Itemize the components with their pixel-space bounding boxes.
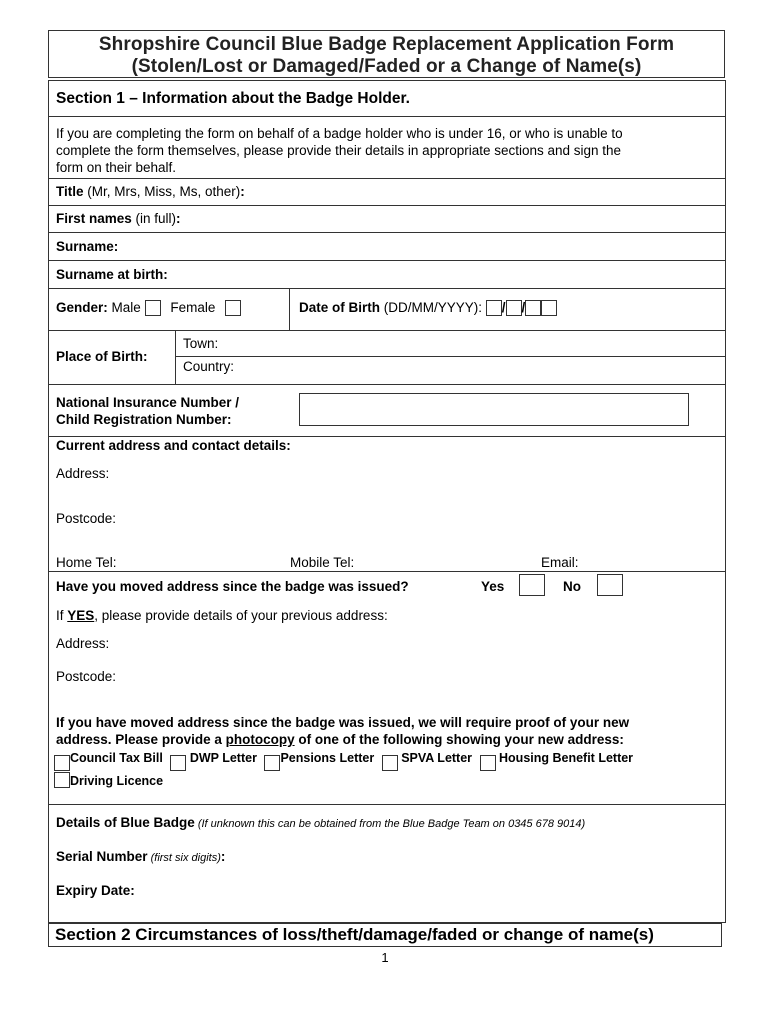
proof-option-pensions: Pensions Letter [280, 751, 375, 766]
place-of-birth-label: Place of Birth: [56, 349, 148, 364]
ni-number-input[interactable] [299, 393, 689, 426]
section1-heading: Section 1 – Information about the Badge Holder. [56, 90, 410, 107]
proof-options-row2 [54, 772, 163, 788]
ni-label [56, 394, 239, 428]
moved-yes-label: Yes [481, 579, 505, 594]
title-colon: : [240, 184, 245, 199]
intro-line2: complete the form themselves, please provide their details in appropriate sections and sign the [56, 143, 622, 158]
ni-label-line1: National Insurance Number / [56, 395, 240, 410]
council-tax-checkbox[interactable] [54, 755, 70, 771]
serial-colon: : [220, 849, 226, 864]
postcode-field[interactable]: Postcode: [56, 511, 117, 526]
ni-label-line2: Child Registration Number: [56, 412, 232, 427]
dwp-checkbox[interactable] [170, 755, 186, 771]
proof-option-council-tax: Council Tax Bill [70, 751, 163, 766]
if-yes-prefix: If [56, 608, 68, 623]
proof-line1: If you have moved address since the badge was issued, we will require proof of your new [56, 715, 630, 730]
serial-hint: (first six digits) [147, 852, 221, 864]
form-title-line2: (Stolen/Lost or Damaged/Faded or a Change of Name(s) [131, 56, 642, 77]
dob-hint: (DD/MM/YYYY): [380, 300, 483, 315]
serial-number-field[interactable] [56, 849, 225, 864]
title-label: Title [56, 184, 84, 199]
proof-line2-c: of one of the following showing your new address: [294, 732, 624, 747]
proof-options [54, 751, 634, 771]
intro-line3: form on their behalf. [56, 160, 177, 175]
serial-label: Serial Number [56, 849, 148, 864]
badge-details [56, 815, 585, 830]
expiry-date-field[interactable]: Expiry Date: [56, 883, 135, 898]
surname-at-birth-field[interactable]: Surname at birth: [56, 267, 168, 282]
title-hint: (Mr, Mrs, Miss, Ms, other) [83, 184, 241, 199]
section2-heading: Section 2 Circumstances of loss/theft/damage/faded or change of name(s) [48, 923, 722, 947]
male-checkbox[interactable] [145, 300, 161, 316]
pensions-checkbox[interactable] [264, 755, 280, 771]
female-checkbox[interactable] [225, 300, 241, 316]
form-title-line1: Shropshire Council Blue Badge Replacement Application Form [98, 34, 675, 55]
email-field[interactable]: Email: [541, 555, 579, 570]
moved-question: Have you moved address since the badge was issued? [56, 579, 409, 594]
if-yes-word: YES [67, 608, 95, 623]
moved-yes-checkbox[interactable] [519, 574, 545, 596]
gender-field [56, 300, 241, 316]
proof-line2-b: photocopy [225, 732, 295, 747]
moved-no-label: No [563, 579, 581, 594]
prev-postcode-field[interactable]: Postcode: [56, 669, 117, 684]
mobile-tel-field[interactable]: Mobile Tel: [290, 555, 355, 570]
first-names-label: First names [56, 211, 132, 226]
prev-address-field[interactable]: Address: [56, 636, 110, 651]
housing-benefit-checkbox[interactable] [480, 755, 496, 771]
proof-option-spva: SPVA Letter [401, 751, 473, 766]
form-title [48, 30, 725, 78]
first-names-field[interactable] [56, 211, 181, 226]
proof-option-driving-licence: Driving Licence [70, 774, 164, 789]
section1-frame [48, 80, 726, 923]
page-number: 1 [381, 950, 389, 965]
first-names-colon: : [176, 211, 181, 226]
surname-field[interactable]: Surname: [56, 239, 119, 254]
town-field[interactable]: Town: [183, 336, 219, 351]
driving-licence-checkbox[interactable] [54, 772, 70, 788]
dob-slash-1: / [501, 300, 506, 315]
intro-line1: If you are completing the form on behalf of a badge holder who is under 16, or who is unable to [56, 126, 623, 141]
proof-line2 [56, 731, 629, 748]
dob-slash-2: / [521, 300, 526, 315]
country-field[interactable]: Country: [183, 359, 235, 374]
spva-checkbox[interactable] [382, 755, 398, 771]
if-yes-suffix: , please provide details of your previous address: [94, 608, 388, 623]
gender-label: Gender: [56, 300, 108, 315]
section1-intro [56, 125, 623, 176]
dob-day-box[interactable] [486, 300, 502, 316]
moved-no-checkbox[interactable] [597, 574, 623, 596]
proof-option-dwp: DWP Letter [189, 751, 257, 766]
proof-instruction [56, 714, 629, 748]
badge-details-label: Details of Blue Badge [56, 815, 195, 830]
female-label: Female [170, 300, 216, 315]
address-heading: Current address and contact details: [56, 438, 291, 453]
proof-line2-a: address. Please provide a [56, 732, 226, 747]
proof-option-housing-benefit: Housing Benefit Letter [499, 751, 634, 766]
dob-year-box-1[interactable] [525, 300, 541, 316]
badge-details-hint: (If unknown this can be obtained from the Blue Badge Team on 0345 678 9014) [194, 818, 586, 830]
if-yes-instruction [56, 608, 388, 623]
dob-label: Date of Birth [299, 300, 380, 315]
home-tel-field[interactable]: Home Tel: [56, 555, 117, 570]
dob-year-box-2[interactable] [541, 300, 557, 316]
title-field[interactable] [56, 184, 245, 199]
first-names-hint: (in full) [131, 211, 177, 226]
dob-month-box[interactable] [506, 300, 522, 316]
dob-field [299, 300, 557, 316]
address-field[interactable]: Address: [56, 466, 110, 481]
male-label: Male [111, 300, 141, 315]
